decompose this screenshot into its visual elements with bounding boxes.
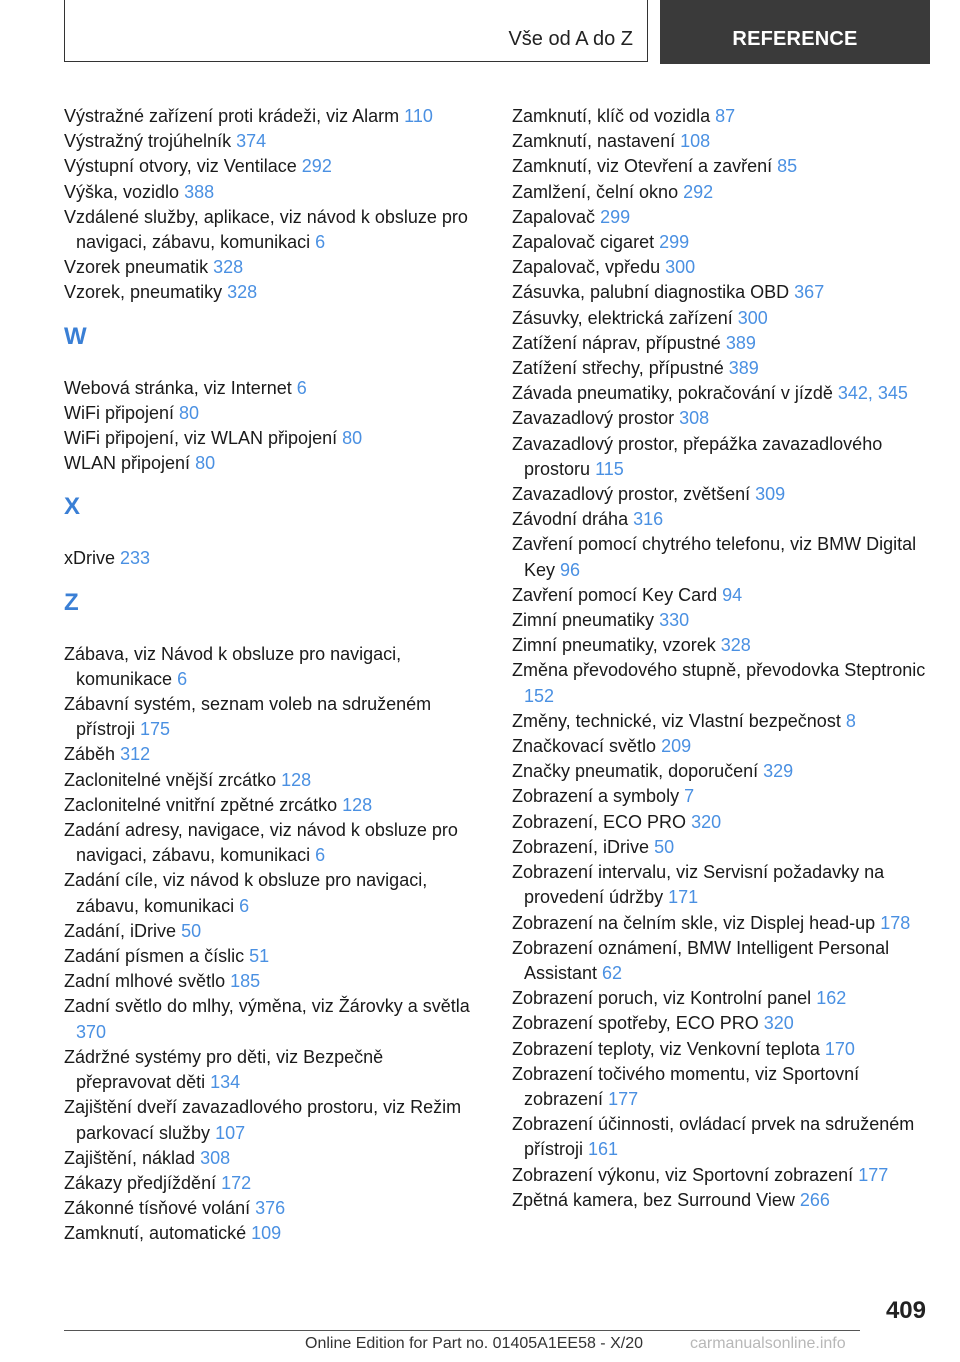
- index-entry-page-link[interactable]: 209: [661, 736, 692, 757]
- index-entry-page-link[interactable]: 328: [720, 635, 751, 656]
- index-entry-term: Zádržné systémy pro děti, viz Bezpečně přepravovat děti: [64, 1046, 384, 1093]
- index-entry-page-link[interactable]: 376: [255, 1198, 286, 1219]
- watermark: carmanualsonline.info: [690, 1335, 846, 1352]
- edition-footer: Online Edition for Part no. 01405A1EE58 - X/20: [305, 1335, 643, 1352]
- index-entry: [512, 306, 932, 331]
- index-entry: [64, 868, 480, 918]
- index-entry-term: Zimní pneumatiky, vzorek: [512, 635, 716, 656]
- index-entry-page-link[interactable]: 8: [845, 710, 856, 731]
- index-entry: [512, 356, 932, 381]
- index-entry-term: Zobrazení účinnosti, ovládací prvek na sdruženém přístroji: [512, 1114, 915, 1160]
- index-entry-term: Záběh: [64, 744, 116, 765]
- index-entry: [64, 944, 480, 969]
- index-entry-page-link[interactable]: 177: [858, 1164, 889, 1185]
- index-entry-page-link[interactable]: 308: [679, 408, 710, 429]
- index-entry-term: Výstražné zařízení proti krádeži, viz Alarm: [64, 106, 400, 126]
- index-entry-term: Zadní světlo do mlhy, výměna, viz Žárovky a světla: [64, 996, 470, 1017]
- index-entry: [512, 835, 932, 860]
- index-entry-term: WiFi připojení, viz WLAN připojení: [64, 428, 338, 449]
- index-letter-heading: W: [64, 322, 87, 350]
- index-entry: [64, 255, 480, 280]
- index-column-right: [512, 104, 932, 1213]
- index-entry: [512, 1163, 932, 1188]
- index-entry-page-link[interactable]: 328: [227, 282, 258, 303]
- index-entry: [64, 1196, 480, 1221]
- section-title-box: [64, 0, 648, 62]
- index-entry: [512, 583, 932, 608]
- index-entry: [512, 860, 932, 910]
- index-entry-term: Zapalovač, vpředu: [512, 257, 661, 278]
- index-entry-term: Zavazadlový prostor, přepážka zavazadlového prostoru: [512, 433, 883, 479]
- index-entry: [512, 1011, 932, 1036]
- index-entry-page-link[interactable]: 162: [816, 988, 847, 1009]
- reference-tab-label: REFERENCE: [732, 28, 858, 50]
- index-entry: [512, 532, 932, 582]
- index-entry-page-link[interactable]: 110: [404, 106, 433, 126]
- index-entry: [64, 205, 480, 255]
- reference-tab[interactable]: [660, 0, 930, 64]
- index-entry-term: Zimní pneumatiky: [512, 610, 655, 631]
- index-entry-term: Zadání, iDrive: [64, 920, 177, 941]
- index-entry-term: Zpětná kamera, bez Surround View: [512, 1189, 795, 1210]
- index-entry: [512, 432, 932, 482]
- index-entry-page-link[interactable]: 370: [76, 1021, 107, 1042]
- index-entry: [512, 129, 932, 154]
- index-entry-page-link[interactable]: 312: [120, 744, 151, 765]
- index-letter-heading: X: [64, 493, 81, 521]
- index-entry-page-link[interactable]: 233: [120, 548, 151, 569]
- index-entry-page-link[interactable]: 328: [213, 257, 244, 278]
- index-entry-term: Zadní mlhové světlo: [64, 971, 226, 992]
- page-header: [64, 0, 930, 64]
- index-entry-term: Zobrazení na čelním skle, viz Displej head-up: [512, 912, 876, 933]
- index-entry-page-link[interactable]: 80: [195, 453, 216, 474]
- index-entry-term: Zamlžení, čelní okno: [512, 181, 679, 202]
- index-entry-term: Webová stránka, viz Internet: [64, 377, 292, 398]
- index-entry-page-link[interactable]: 62: [602, 962, 623, 983]
- index-entry: [512, 104, 932, 129]
- index-entry-term: Zobrazení, ECO PRO: [512, 811, 687, 832]
- index-entry-term: Zapalovač: [512, 206, 596, 227]
- index-entry-page-link[interactable]: 87: [715, 106, 736, 126]
- index-entry-term: Zaclonitelné vnější zrcátko: [64, 769, 277, 790]
- index-entry-term: Značky pneumatik, doporučení: [512, 761, 759, 782]
- index-entry-page-link[interactable]: 389: [728, 358, 759, 379]
- index-entry-page-link[interactable]: 320: [691, 811, 722, 832]
- index-entry-page-link[interactable]: 80: [179, 402, 200, 423]
- index-entry: [512, 810, 932, 835]
- index-entry-page-link[interactable]: 171: [668, 887, 699, 908]
- index-entry-term: Zákazy předjíždění: [64, 1172, 217, 1193]
- index-entry-page-link[interactable]: 388: [184, 181, 215, 202]
- index-entry-term: Zobrazení poruch, viz Kontrolní panel: [512, 988, 812, 1009]
- index-entry-term: Změny, technické, viz Vlastní bezpečnost: [512, 710, 841, 731]
- index-entry: [64, 1045, 480, 1095]
- index-entry-term: WLAN připojení: [64, 453, 191, 474]
- index-entry-term: Zatížení střechy, přípustné: [512, 358, 724, 379]
- index-entry-page-link[interactable]: 152: [524, 685, 555, 706]
- index-entry-page-link[interactable]: 107: [215, 1122, 246, 1143]
- index-entry: [512, 911, 932, 936]
- index-entry-term: Zatížení náprav, přípustné: [512, 332, 721, 353]
- index-entry: [512, 1037, 932, 1062]
- index-entry: [64, 994, 480, 1044]
- index-entry-term: Zábava, viz Návod k obsluze pro navigaci, komunikace: [64, 643, 402, 689]
- index-entry-page-link[interactable]: 308: [200, 1147, 231, 1168]
- index-entry-page-link[interactable]: 6: [177, 668, 188, 689]
- index-entry-term: Zadání písmen a číslic: [64, 946, 245, 967]
- index-entry-term: Zásuvky, elektrická zařízení: [512, 307, 733, 328]
- index-entry-term: Zobrazení a symboly: [512, 786, 680, 807]
- index-entry-term: Výstražný trojúhelník: [64, 131, 232, 152]
- index-entry-page-link[interactable]: 51: [249, 946, 270, 967]
- index-entry: [512, 180, 932, 205]
- index-entry: [512, 1062, 932, 1112]
- index-entry: [512, 633, 932, 658]
- index-entry: [64, 376, 480, 401]
- index-entry-page-link[interactable]: 94: [722, 584, 743, 605]
- index-entry: [64, 180, 480, 205]
- index-entry-page-link[interactable]: 177: [608, 1088, 639, 1109]
- index-entry: [512, 936, 932, 986]
- page-number: 409: [885, 1297, 926, 1324]
- index-entry: [64, 280, 480, 305]
- index-entry-term: Zákonné tísňové volání: [64, 1198, 251, 1219]
- index-entry-term: Vzorek pneumatik: [64, 257, 209, 278]
- index-entry: [512, 280, 932, 305]
- index-entry-page-link[interactable]: 170: [824, 1038, 855, 1059]
- index-entry: [64, 969, 480, 994]
- index-entry: [512, 482, 932, 507]
- index-entry: [64, 426, 480, 451]
- index-entry-term: Značkovací světlo: [512, 736, 657, 757]
- index-entry-page-link[interactable]: 6: [315, 232, 326, 253]
- index-entry: [64, 1146, 480, 1171]
- index-entry-term: Zábavní systém, seznam voleb na sdruženém přístroji: [64, 694, 432, 740]
- index-entry-term: Změna převodového stupně, převodovka Steptronic: [512, 660, 926, 681]
- index-entry-page-link[interactable]: 50: [181, 920, 202, 941]
- index-entry: [64, 642, 480, 692]
- index-entry: [512, 154, 932, 179]
- index-entry-page-link[interactable]: 7: [684, 786, 695, 807]
- index-entry-term: Vzorek, pneumatiky: [64, 282, 223, 303]
- index-entry: [64, 818, 480, 868]
- index-entry-term: Zobrazení, iDrive: [512, 836, 650, 857]
- index-entry-term: Zobrazení teploty, viz Venkovní teplota: [512, 1038, 820, 1059]
- index-entry: [64, 1095, 480, 1145]
- index-entry-page-link[interactable]: 108: [680, 131, 711, 152]
- index-entry-page-link[interactable]: 172: [221, 1172, 252, 1193]
- index-entry: [512, 658, 932, 708]
- index-entry: [512, 1188, 932, 1213]
- index-entry-term: Závodní dráha: [512, 509, 629, 530]
- index-entry-page-link[interactable]: 266: [799, 1189, 830, 1210]
- index-entry: [512, 986, 932, 1011]
- index-entry-page-link[interactable]: 299: [659, 232, 690, 253]
- index-entry: [64, 546, 480, 571]
- index-entry-term: Zobrazení oznámení, BMW Intelligent Personal Assistant: [512, 937, 890, 983]
- index-entry-page-link[interactable]: 128: [342, 794, 373, 815]
- index-entry: [512, 709, 932, 734]
- index-entry: [64, 919, 480, 944]
- index-entry-page-link[interactable]: 320: [763, 1013, 794, 1034]
- index-entry-term: Zadání adresy, navigace, viz návod k obsluze pro navigaci, zábavu, komunikaci: [64, 820, 458, 866]
- index-entry-page-link[interactable]: 316: [633, 509, 664, 530]
- index-entry: [512, 230, 932, 255]
- index-entry-term: WiFi připojení: [64, 402, 175, 423]
- index-entry: [64, 104, 480, 129]
- index-entry-term: Zamknutí, nastavení: [512, 131, 676, 152]
- index-entry-page-link[interactable]: 6: [315, 845, 326, 866]
- index-entry: [64, 692, 480, 742]
- index-entry-term: Výška, vozidlo: [64, 181, 180, 202]
- index-entry-page-link[interactable]: 96: [560, 559, 581, 580]
- index-entry-page-link[interactable]: 292: [683, 181, 714, 202]
- index-entry-page-link[interactable]: 50: [654, 836, 675, 857]
- index-entry: [512, 759, 932, 784]
- index-entry: [512, 608, 932, 633]
- index-entry-page-link[interactable]: 374: [236, 131, 267, 152]
- index-entry-page-link[interactable]: 109: [251, 1223, 282, 1244]
- index-entry-page-link[interactable]: 6: [239, 895, 250, 916]
- index-entry: [64, 401, 480, 426]
- index-entry-page-link[interactable]: 330: [659, 610, 690, 631]
- index-entry-page-link[interactable]: 178: [880, 912, 911, 933]
- index-entry-term: Zavření pomocí Key Card: [512, 584, 718, 605]
- index-entry-term: Zobrazení točivého momentu, viz Sportovní zobrazení: [512, 1063, 860, 1109]
- index-entry-page-link[interactable]: 128: [281, 769, 312, 790]
- index-entry-term: Zavazadlový prostor, zvětšení: [512, 484, 751, 505]
- index-entry-term: Zavření pomocí chytrého telefonu, viz BMW Digital Key: [512, 534, 917, 580]
- index-entry-term: Zamknutí, viz Otevření a zavření: [512, 156, 773, 177]
- index-column-left: [64, 104, 480, 1247]
- index-letter-heading: Z: [64, 588, 79, 616]
- index-entry: [64, 129, 480, 154]
- index-entry-term: Zamknutí, klíč od vozidla: [512, 106, 711, 126]
- index-entry: [64, 742, 480, 767]
- index-entry-term: Zamknutí, automatické: [64, 1223, 247, 1244]
- index-entry-page-link[interactable]: 6: [296, 377, 307, 398]
- index-entry-term: Zobrazení výkonu, viz Sportovní zobrazení: [512, 1164, 854, 1185]
- index-entry-page-link[interactable]: 367: [794, 282, 825, 303]
- index-entry-term: Zapalovač cigaret: [512, 232, 655, 253]
- index-entry-term: Zajištění dveří zavazadlového prostoru, viz Režim parkovací služby: [64, 1097, 462, 1143]
- index-entry-term: Zásuvka, palubní diagnostika OBD: [512, 282, 790, 303]
- index-entry-page-link[interactable]: 115: [595, 458, 624, 479]
- index-entry-page-link[interactable]: 309: [755, 484, 786, 505]
- index-entry-term: Závada pneumatiky, pokračování v jízdě: [512, 383, 833, 404]
- index-entry-term: xDrive: [64, 548, 116, 569]
- index-entry-page-link[interactable]: 85: [777, 156, 798, 177]
- index-entry-page-link[interactable]: 299: [600, 206, 631, 227]
- index-entry-term: Zobrazení spotřeby, ECO PRO: [512, 1013, 759, 1034]
- index-entry-page-link[interactable]: 134: [210, 1072, 241, 1093]
- index-entry: [512, 507, 932, 532]
- index-entry-term: Zaclonitelné vnitřní zpětné zrcátko: [64, 794, 338, 815]
- index-entry-term: Výstupní otvory, viz Ventilace: [64, 156, 297, 177]
- index-entry-page-link[interactable]: 342, 345: [837, 383, 908, 404]
- index-entry: [64, 154, 480, 179]
- index-entry-term: Zadání cíle, viz návod k obsluze pro navigaci, zábavu, komunikaci: [64, 870, 428, 916]
- index-entry: [512, 784, 932, 809]
- index-entry: [64, 451, 480, 476]
- index-entry-term: Zajištění, náklad: [64, 1147, 196, 1168]
- index-entry: [512, 331, 932, 356]
- index-entry: [512, 381, 932, 406]
- index-entry: [64, 1221, 480, 1246]
- index-entry: [512, 734, 932, 759]
- index-entry-term: Zavazadlový prostor: [512, 408, 675, 429]
- section-title: Vše od A do Z: [508, 28, 633, 50]
- index-entry: [64, 793, 480, 818]
- index-entry-page-link[interactable]: 329: [763, 761, 794, 782]
- index-entry: [64, 768, 480, 793]
- index-entry: [512, 205, 932, 230]
- index-entry-page-link[interactable]: 185: [230, 971, 261, 992]
- index-entry-page-link[interactable]: 389: [725, 332, 756, 353]
- index-entry: [512, 406, 932, 431]
- index-entry-page-link[interactable]: 292: [301, 156, 332, 177]
- index-entry: [512, 1112, 932, 1162]
- index-entry-term: Vzdálené služby, aplikace, viz návod k obsluze pro navigaci, zábavu, komunikaci: [64, 206, 468, 253]
- footer-divider: [64, 1330, 860, 1331]
- index-entry-term: Zobrazení intervalu, viz Servisní požadavky na provedení údržby: [512, 862, 885, 908]
- index-entry: [64, 1171, 480, 1196]
- index-entry-page-link[interactable]: 175: [140, 719, 171, 740]
- index-entry-page-link[interactable]: 300: [665, 257, 696, 278]
- index-entry-page-link[interactable]: 80: [342, 428, 363, 449]
- index-entry-page-link[interactable]: 161: [588, 1139, 619, 1160]
- index-entry: [512, 255, 932, 280]
- index-entry-page-link[interactable]: 300: [737, 307, 768, 328]
